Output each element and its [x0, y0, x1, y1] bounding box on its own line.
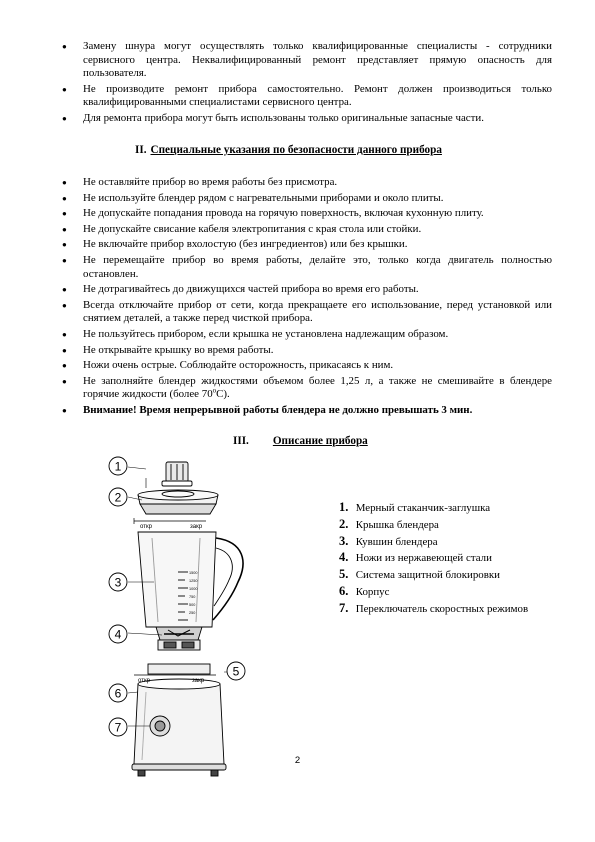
- section-number: III.: [233, 435, 249, 447]
- part-number: 7.: [339, 600, 349, 615]
- list-item: ● Не используйте блендер рядом с нагревательными приборами и около плиты.: [62, 192, 552, 206]
- parts-list-item: [339, 534, 528, 551]
- page-number: 2: [294, 755, 301, 766]
- measuring-cup-illustration: [162, 462, 192, 486]
- list-item: ● Ножи очень острые. Соблюдайте осторожность, прикасаясь к ним.: [62, 359, 552, 373]
- callout-7: 7: [114, 720, 122, 735]
- list-item: ● Не пользуйтесь прибором, если крышка не установлена надлежащим образом.: [62, 328, 552, 342]
- repair-warnings-list: [62, 40, 552, 128]
- section-title: Специальные указания по безопасности данного прибора: [150, 144, 442, 156]
- part-number: 1.: [339, 500, 349, 514]
- callout-4: 4: [114, 627, 122, 642]
- speed-switch-illustration: [150, 716, 170, 736]
- part-label: Корпус: [355, 585, 390, 598]
- parts-list-item: [339, 584, 528, 601]
- base-open-label: откр: [138, 678, 150, 684]
- callout-6: 6: [114, 686, 122, 701]
- parts-list: [339, 500, 528, 618]
- part-number: 4.: [339, 550, 349, 565]
- list-item: ● Не производите ремонт прибора самостоятельно. Ремонт должен производиться только квалифицированными специалистами сервисного центра.: [62, 83, 552, 110]
- list-item: ● Не перемещайте прибор во время работы, делайте это, только когда двигатель полностью остановлен.: [62, 254, 552, 281]
- parts-list-item: [339, 601, 528, 618]
- scale-mark: 500: [189, 603, 196, 607]
- lid-open-label: откр: [140, 524, 152, 530]
- list-item: ● Не допускайте попадания провода на горячую поверхность, включая кухонную плиту.: [62, 207, 552, 221]
- list-item: ● Не включайте прибор вхолостую (без ингредиентов) или без крышки.: [62, 238, 552, 252]
- part-label: Ножи из нержавеющей стали: [355, 552, 492, 565]
- part-label: Мерный стаканчик-заглушка: [355, 502, 491, 514]
- lid-close-label: закр: [190, 524, 203, 530]
- scale-mark: 1000: [189, 587, 198, 591]
- list-item: ● Для ремонта прибора могут быть использованы только оригинальные запасные части.: [62, 112, 552, 126]
- parts-list-item: [339, 550, 528, 567]
- part-label: Система защитной блокировки: [355, 569, 500, 582]
- scale-mark: 1500: [189, 571, 198, 575]
- part-label: Кувшин блендера: [355, 535, 438, 548]
- safety-instructions-list: [62, 176, 552, 420]
- liquid-text: Не заполняйте блендер жидкостями объемом более 1,25 л, а также не смешивайте в блендере горячие жидкости (более 70: [83, 374, 552, 401]
- list-item: ● Не открывайте крышку во время работы.: [62, 344, 552, 358]
- parts-list-item: [339, 517, 528, 534]
- blade-illustration: [156, 627, 202, 650]
- lid-illustration: [138, 490, 218, 514]
- parts-list-item: [339, 567, 528, 584]
- list-item: ● Не дотрагивайтесь до движущихся частей прибора во время его работы.: [62, 283, 552, 297]
- scale-mark: 1250: [189, 579, 198, 583]
- list-item: ● Всегда отключайте прибор от сети, когда прекращаете его использование, перед установкой или снятием деталей, а также перед чисткой прибора.: [62, 299, 552, 326]
- list-item: ● Не оставляйте прибор во время работы без присмотра.: [62, 176, 552, 190]
- base-close-label: закр: [192, 678, 205, 684]
- part-number: 3.: [339, 533, 349, 548]
- parts-list-item: [339, 500, 528, 517]
- scale-mark: 250: [189, 611, 196, 615]
- section-number: II.: [135, 144, 147, 156]
- part-number: 5.: [339, 567, 349, 582]
- liquid-text-end: C).: [216, 388, 230, 401]
- callout-1: 1: [114, 459, 122, 474]
- degree-sign: o: [212, 386, 217, 395]
- section-title: Описание прибора: [272, 435, 368, 447]
- section-heading-safety: [135, 143, 442, 157]
- list-item-warning: ● Внимание! Время непрерывной работы блендера не должно превышать 3 мин.: [62, 404, 552, 418]
- callout-5: 5: [232, 664, 240, 679]
- part-number: 6.: [339, 583, 349, 598]
- blender-diagram: [98, 452, 328, 782]
- callout-3: 3: [114, 575, 122, 590]
- section-heading-description: [233, 434, 368, 448]
- part-label: Крышка блендера: [355, 518, 439, 531]
- scale-mark: 750: [189, 595, 196, 599]
- part-number: 2.: [339, 516, 349, 531]
- list-item: ● Замену шнура могут осуществлять только квалифицированные специалисты - сотрудники сервисного центра. Неквалифицированный ремонт представляет прямую опасность для пользователя.: [62, 40, 552, 81]
- list-item: ● Не допускайте свисание кабеля электропитания с края стола или стойки.: [62, 223, 552, 237]
- part-label: Переключатель скоростных режимов: [355, 602, 529, 615]
- callout-2: 2: [114, 490, 122, 505]
- list-item-liquid-limit: [62, 375, 552, 402]
